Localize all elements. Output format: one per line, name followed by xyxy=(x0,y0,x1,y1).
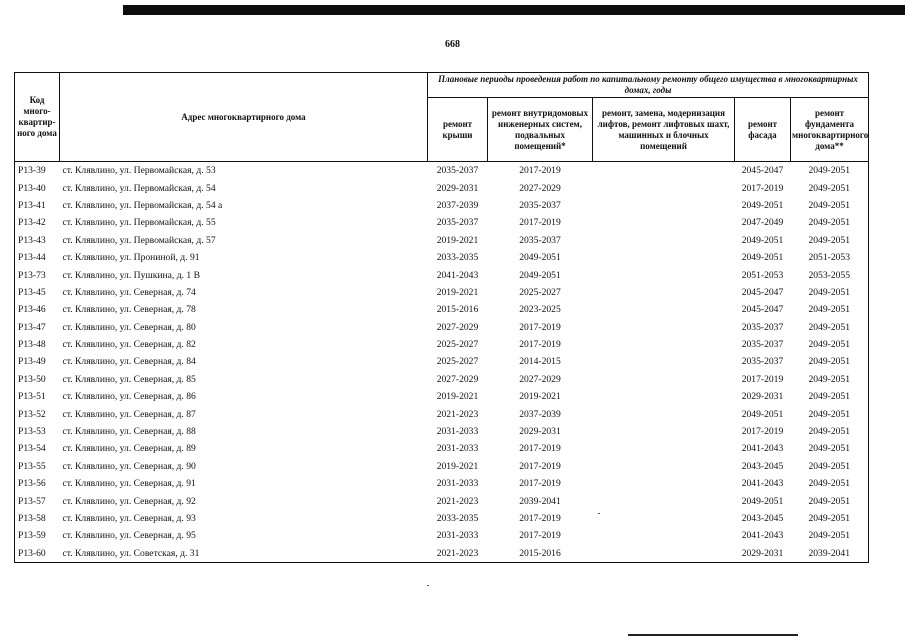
row-systems: 2017-2019 xyxy=(519,165,561,177)
row-elevators xyxy=(593,284,735,301)
table-row xyxy=(15,179,869,196)
table-row xyxy=(15,249,869,266)
row-systems: 2017-2019 xyxy=(519,339,561,351)
row-foundation: 2049-2051 xyxy=(791,162,869,180)
row-systems: 2019-2021 xyxy=(519,391,561,403)
row-foundation: 2049-2051 xyxy=(791,353,869,370)
row-systems: 2027-2029 xyxy=(519,182,561,194)
row-facade: 2043-2045 xyxy=(741,513,784,524)
row-facade: 2045-2047 xyxy=(741,165,784,177)
row-systems: 2017-2019 xyxy=(519,478,561,490)
row-facade: 2017-2019 xyxy=(741,182,784,194)
row-address: ст. Клявлино, ул. Северная, д. 85 xyxy=(62,373,196,385)
row-facade: 2041-2043 xyxy=(741,478,784,490)
row-code: Р13-52 xyxy=(15,405,60,422)
row-systems: 2035-2037 xyxy=(519,199,561,211)
row-elevators xyxy=(593,336,735,353)
row-address: ст. Клявлино, ул. Первомайская, д. 55 xyxy=(62,217,216,229)
row-elevators xyxy=(593,214,735,231)
row-facade: 2017-2019 xyxy=(741,426,784,438)
row-roof: 2029-2031 xyxy=(436,182,479,194)
row-systems: 2014-2015 xyxy=(519,356,561,368)
row-foundation: 2049-2051 xyxy=(791,458,869,475)
row-address: ст. Клявлино, ул. Пушкина, д. 1 В xyxy=(62,269,201,281)
row-facade: 2049-2051 xyxy=(741,495,784,507)
row-elevators xyxy=(593,319,735,336)
row-roof: 2019-2021 xyxy=(436,460,479,472)
row-address: ст. Клявлино, ул. Северная, д. 84 xyxy=(62,356,196,368)
scan-speck xyxy=(427,585,429,586)
row-address: ст. Клявлино, ул. Северная, д. 78 xyxy=(62,304,196,316)
row-roof: 2041-2043 xyxy=(436,269,479,281)
row-address: ст. Клявлино, ул. Северная, д. 74 xyxy=(62,286,196,298)
row-code: Р13-41 xyxy=(15,197,60,214)
row-roof: 2031-2033 xyxy=(436,530,479,542)
row-roof: 2021-2023 xyxy=(436,495,479,507)
row-address: ст. Клявлино, ул. Северная, д. 82 xyxy=(62,339,196,351)
row-systems: 2017-2019 xyxy=(519,443,561,455)
row-roof: 2031-2033 xyxy=(436,426,479,438)
row-address: ст. Клявлино, ул. Прониной, д. 91 xyxy=(62,252,200,264)
row-address: ст. Клявлино, ул. Северная, д. 88 xyxy=(62,426,196,438)
row-systems: 2017-2019 xyxy=(519,460,561,472)
row-roof: 2019-2021 xyxy=(436,391,479,403)
row-facade: 2017-2019 xyxy=(741,373,784,385)
table-row xyxy=(15,405,869,422)
row-address: ст. Клявлино, ул. Первомайская, д. 57 xyxy=(62,234,216,246)
row-systems: 2015-2016 xyxy=(488,545,593,563)
table-row xyxy=(15,162,869,180)
row-code: Р13-46 xyxy=(15,301,60,318)
row-roof: 2027-2029 xyxy=(436,321,479,333)
page-number: 668 xyxy=(445,39,460,50)
row-address: ст. Клявлино, ул. Первомайская, д. 54 а xyxy=(62,199,223,211)
row-foundation: 2049-2051 xyxy=(791,423,869,440)
row-elevators xyxy=(593,492,735,509)
row-foundation: 2049-2051 xyxy=(791,388,869,405)
row-address: ст. Клявлино, ул. Северная, д. 89 xyxy=(62,443,196,455)
row-address: ст. Клявлино, ул. Северная, д. 87 xyxy=(62,408,196,420)
row-roof: 2025-2027 xyxy=(436,356,479,368)
row-elevators xyxy=(593,162,735,180)
row-foundation: 2049-2051 xyxy=(791,284,869,301)
row-elevators xyxy=(593,423,735,440)
row-facade: 2045-2047 xyxy=(741,286,784,298)
row-code: Р13-40 xyxy=(15,179,60,196)
row-roof: 2031-2033 xyxy=(436,478,479,490)
table-row xyxy=(15,440,869,457)
row-roof: 2035-2037 xyxy=(436,165,479,177)
row-address: ст. Клявлино, ул. Северная, д. 80 xyxy=(62,321,196,333)
row-roof: 2019-2021 xyxy=(436,234,479,246)
header-code: Код много-квартир-ного дома xyxy=(15,73,60,162)
row-elevators xyxy=(593,458,735,475)
row-foundation: 2049-2051 xyxy=(791,510,869,527)
row-code: Р13-60 xyxy=(15,545,60,563)
row-code: Р13-48 xyxy=(15,336,60,353)
row-foundation: 2049-2051 xyxy=(791,301,869,318)
row-foundation: 2039-2041 xyxy=(791,545,869,563)
row-foundation: 2049-2051 xyxy=(791,475,869,492)
row-systems: 2037-2039 xyxy=(519,408,561,420)
table-row xyxy=(15,232,869,249)
table-row xyxy=(15,371,869,388)
table-row xyxy=(15,319,869,336)
table-row xyxy=(15,301,869,318)
row-elevators xyxy=(593,545,735,563)
row-roof: 2027-2029 xyxy=(436,373,479,385)
row-systems: 2049-2051 xyxy=(519,252,561,264)
row-code: Р13-39 xyxy=(15,162,60,180)
row-code: Р13-55 xyxy=(15,458,60,475)
header-roof: ремонт крыши xyxy=(428,98,488,162)
row-address: ст. Клявлино, ул. Северная, д. 91 xyxy=(62,478,196,490)
row-code: Р13-47 xyxy=(15,319,60,336)
row-facade: 2041-2043 xyxy=(741,443,784,455)
table-row xyxy=(15,388,869,405)
row-code: Р13-50 xyxy=(15,371,60,388)
row-elevators xyxy=(593,197,735,214)
row-code: Р13-56 xyxy=(15,475,60,492)
row-code: Р13-44 xyxy=(15,249,60,266)
row-code: Р13-59 xyxy=(15,527,60,544)
row-systems: 2035-2037 xyxy=(519,234,561,246)
row-elevators xyxy=(593,301,735,318)
row-foundation: 2053-2055 xyxy=(791,266,869,283)
row-roof: 2021-2023 xyxy=(428,545,488,563)
header-facade: ремонт фасада xyxy=(735,98,791,162)
table-body xyxy=(15,162,869,563)
row-facade: 2029-2031 xyxy=(741,391,784,403)
row-facade: 2051-2053 xyxy=(741,269,784,281)
row-elevators xyxy=(593,249,735,266)
table-header xyxy=(15,73,869,162)
row-address: ст. Клявлино, ул. Северная, д. 90 xyxy=(62,460,196,472)
row-systems: 2039-2041 xyxy=(519,495,561,507)
row-address: ст. Клявлино, ул. Советская, д. 31 xyxy=(60,545,428,563)
table-row xyxy=(15,336,869,353)
repair-schedule-table xyxy=(14,72,869,563)
row-roof: 2021-2023 xyxy=(436,408,479,420)
row-code: Р13-45 xyxy=(15,284,60,301)
row-systems: 2025-2027 xyxy=(519,286,561,298)
row-roof: 2033-2035 xyxy=(436,513,479,524)
row-code: Р13-42 xyxy=(15,214,60,231)
row-code: Р13-57 xyxy=(15,492,60,509)
row-systems: 2023-2025 xyxy=(519,304,561,316)
row-systems: 2017-2019 xyxy=(519,321,561,333)
row-elevators xyxy=(593,232,735,249)
row-elevators xyxy=(593,179,735,196)
row-code: Р13-49 xyxy=(15,353,60,370)
row-foundation: 2049-2051 xyxy=(791,179,869,196)
table-row xyxy=(15,423,869,440)
row-foundation: 2049-2051 xyxy=(791,371,869,388)
row-facade: 2035-2037 xyxy=(741,339,784,351)
row-elevators xyxy=(593,266,735,283)
row-systems: 2027-2029 xyxy=(519,373,561,385)
row-address: ст. Клявлино, ул. Северная, д. 86 xyxy=(62,391,196,403)
row-elevators xyxy=(593,353,735,370)
header-foundation: ремонт фундамента многоквартирного дома** xyxy=(791,98,869,162)
scan-bottom-line xyxy=(628,634,798,636)
table-row xyxy=(15,492,869,509)
row-address: ст. Клявлино, ул. Первомайская, д. 53 xyxy=(62,165,216,177)
row-foundation: 2049-2051 xyxy=(791,319,869,336)
row-facade: 2035-2037 xyxy=(741,321,784,333)
row-address: ст. Клявлино, ул. Северная, д. 95 xyxy=(62,530,196,542)
row-foundation: 2049-2051 xyxy=(791,492,869,509)
row-elevators xyxy=(593,405,735,422)
row-facade: 2049-2051 xyxy=(741,252,784,264)
row-systems: 2017-2019 xyxy=(519,513,561,524)
row-systems: 2017-2019 xyxy=(519,530,561,542)
row-code: Р13-54 xyxy=(15,440,60,457)
table-row xyxy=(15,545,869,563)
table-row xyxy=(15,214,869,231)
row-facade: 2049-2051 xyxy=(741,408,784,420)
row-systems: 2029-2031 xyxy=(519,426,561,438)
row-foundation: 2049-2051 xyxy=(791,232,869,249)
row-facade: 2035-2037 xyxy=(741,356,784,368)
row-code: Р13-43 xyxy=(15,232,60,249)
row-foundation: 2049-2051 xyxy=(791,405,869,422)
table-row xyxy=(15,458,869,475)
row-code: Р13-53 xyxy=(15,423,60,440)
table-row xyxy=(15,527,869,544)
scan-top-bar xyxy=(123,5,905,15)
row-roof: 2037-2039 xyxy=(436,199,479,211)
table-row xyxy=(15,197,869,214)
row-systems: 2049-2051 xyxy=(519,269,561,281)
scan-speck xyxy=(598,513,600,514)
row-facade: 2045-2047 xyxy=(741,304,784,316)
row-elevators xyxy=(593,475,735,492)
row-address: ст. Клявлино, ул. Первомайская, д. 54 xyxy=(62,182,216,194)
row-address: ст. Клявлино, ул. Северная, д. 93 xyxy=(62,513,196,524)
row-roof: 2025-2027 xyxy=(436,339,479,351)
row-code: Р13-51 xyxy=(15,388,60,405)
header-address: Адрес многоквартирного дома xyxy=(60,73,428,162)
row-elevators xyxy=(593,527,735,544)
row-foundation: 2049-2051 xyxy=(791,214,869,231)
table-row xyxy=(15,510,869,527)
row-facade: 2043-2045 xyxy=(741,460,784,472)
row-facade: 2049-2051 xyxy=(741,234,784,246)
row-foundation: 2051-2053 xyxy=(791,249,869,266)
row-facade: 2029-2031 xyxy=(735,545,791,563)
row-facade: 2049-2051 xyxy=(741,199,784,211)
row-elevators xyxy=(593,440,735,457)
row-elevators xyxy=(593,371,735,388)
table-row xyxy=(15,266,869,283)
row-facade: 2047-2049 xyxy=(741,217,784,229)
header-systems: ремонт внутридомовых инженерных систем, подвальных помещений* xyxy=(488,98,593,162)
table-row xyxy=(15,353,869,370)
row-code: Р13-73 xyxy=(15,266,60,283)
row-foundation: 2049-2051 xyxy=(791,197,869,214)
row-elevators xyxy=(593,510,735,527)
row-foundation: 2049-2051 xyxy=(791,527,869,544)
row-elevators xyxy=(593,388,735,405)
row-code: Р13-58 xyxy=(15,510,60,527)
row-systems: 2017-2019 xyxy=(519,217,561,229)
header-periods-group: Плановые периоды проведения работ по капитальному ремонту общего имущества в многоквартирных домах, годы xyxy=(428,73,869,98)
row-roof: 2031-2033 xyxy=(436,443,479,455)
row-roof: 2033-2035 xyxy=(436,252,479,264)
row-roof: 2015-2016 xyxy=(436,304,479,316)
row-facade: 2041-2043 xyxy=(741,530,784,542)
row-roof: 2035-2037 xyxy=(436,217,479,229)
row-roof: 2019-2021 xyxy=(436,286,479,298)
row-address: ст. Клявлино, ул. Северная, д. 92 xyxy=(62,495,196,507)
table-row xyxy=(15,475,869,492)
header-elevators: ремонт, замена, модернизация лифтов, ремонт лифтовых шахт, машинных и блочных помещений xyxy=(593,98,735,162)
table-row xyxy=(15,284,869,301)
row-foundation: 2049-2051 xyxy=(791,336,869,353)
row-foundation: 2049-2051 xyxy=(791,440,869,457)
